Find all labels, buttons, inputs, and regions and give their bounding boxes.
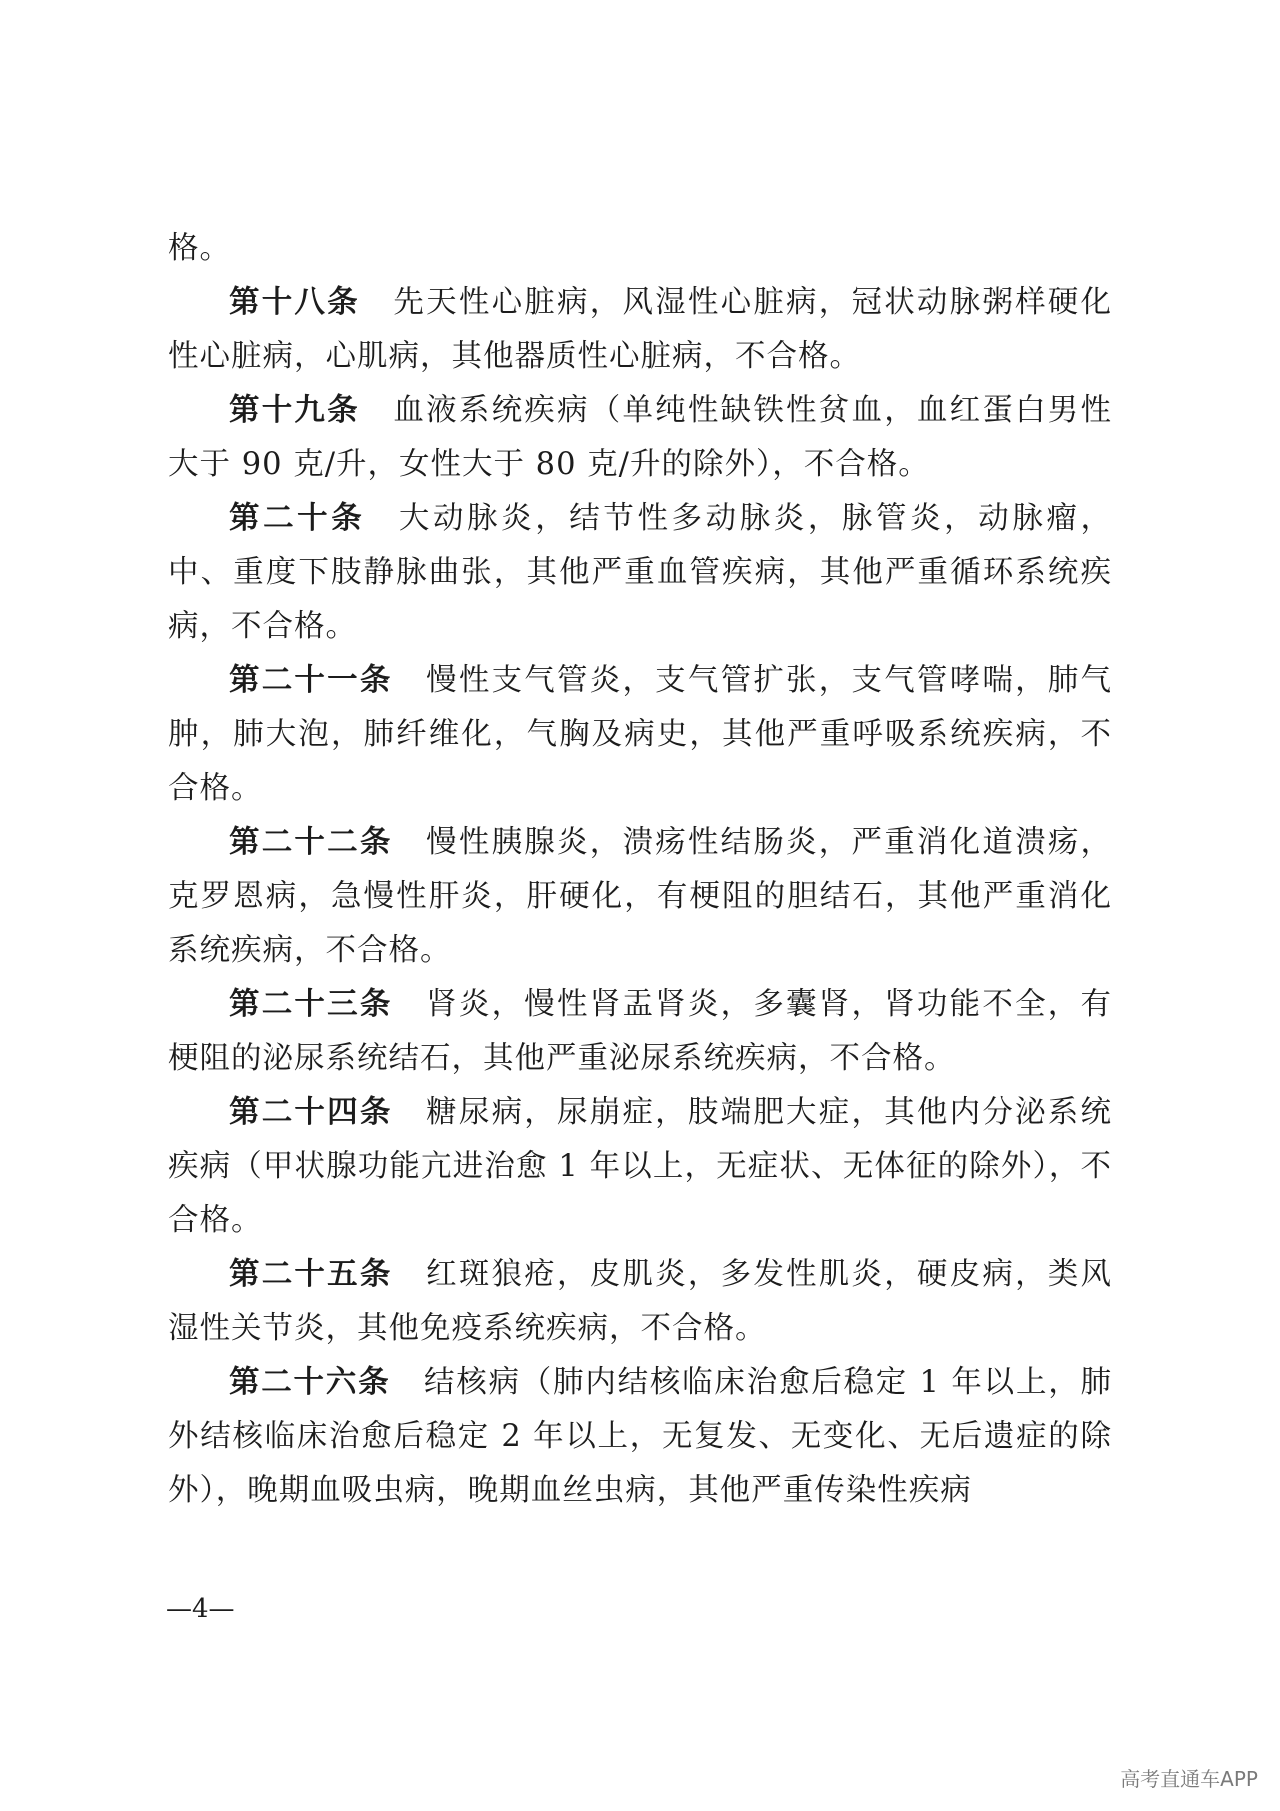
article-26 [168,1356,1112,1518]
article-number: 第二十一条 [229,663,393,698]
continued-paragraph: 格。 [168,231,231,266]
article-text: 慢性支气管炎，支气管扩张，支气管哮喘，肺气肿，肺大泡，肺纤维化，气胸及病史，其他严重呼吸系统疾病，不合格。 [168,663,1113,806]
article-text: 大动脉炎，结节性多动脉炎，脉管炎，动脉瘤，中、重度下肢静脉曲张，其他严重血管疾病，其他严重循环系统疾病，不合格。 [168,501,1113,644]
article-18 [168,276,1112,384]
article-number: 第十八条 [229,285,360,320]
page-number: —4— [166,1594,235,1624]
article-number: 第二十条 [229,501,366,536]
article-text: 血液系统疾病（单纯性缺铁性贫血，血红蛋白男性大于 90 克/升，女性大于 80 克/升的除外），不合格。 [168,393,1113,482]
document-body [168,222,1112,1518]
article-text: 红斑狼疮，皮肌炎，多发性肌炎，硬皮病，类风湿性关节炎，其他免疫系统疾病，不合格。 [168,1257,1113,1346]
watermark-text: 高考直通车APP [1120,1767,1258,1791]
article-20 [168,492,1112,654]
article-number: 第十九条 [229,393,360,428]
article-text: 慢性胰腺炎，溃疡性结肠炎，严重消化道溃疡，克罗恩病，急慢性肝炎，肝硬化，有梗阻的胆结石，其他严重消化系统疾病，不合格。 [168,825,1113,968]
article-number: 第二十四条 [229,1095,393,1130]
article-24 [168,1086,1112,1248]
article-25 [168,1248,1112,1356]
article-number: 第二十二条 [229,825,393,860]
article-23 [168,978,1112,1086]
article-21 [168,654,1112,816]
article-19 [168,384,1112,492]
article-text: 先天性心脏病，风湿性心脏病，冠状动脉粥样硬化性心脏病，心肌病，其他器质性心脏病，不合格。 [168,285,1113,374]
article-number: 第二十五条 [229,1257,393,1292]
article-text: 糖尿病，尿崩症，肢端肥大症，其他内分泌系统疾病（甲状腺功能亢进治愈 1 年以上，无症状、无体征的除外），不合格。 [168,1095,1113,1238]
article-text: 结核病（肺内结核临床治愈后稳定 1 年以上，肺外结核临床治愈后稳定 2 年以上，无复发、无变化、无后遗症的除外），晚期血吸虫病，晚期血丝虫病，其他严重传染性疾病 [168,1365,1113,1508]
article-22 [168,816,1112,978]
article-number: 第二十六条 [229,1365,391,1400]
article-number: 第二十三条 [229,987,393,1022]
article-text: 肾炎，慢性肾盂肾炎，多囊肾，肾功能不全，有梗阻的泌尿系统结石，其他严重泌尿系统疾病，不合格。 [168,987,1113,1076]
